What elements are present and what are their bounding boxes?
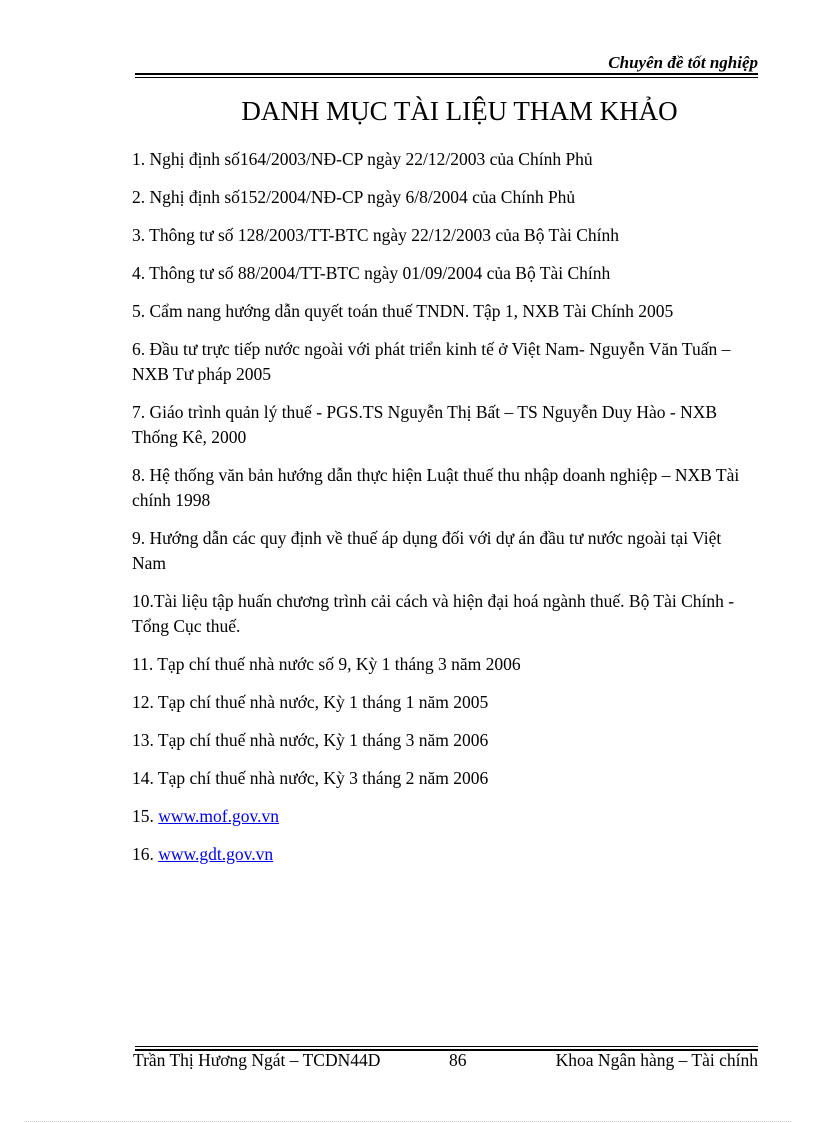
reference-item: 14. Tạp chí thuế nhà nước, Kỳ 3 tháng 2 năm 2006 bbox=[132, 768, 489, 788]
header-divider bbox=[135, 73, 758, 75]
reference-item: 9. Hướng dẫn các quy định về thuế áp dụng đối với dự án đầu tư nước ngoài tại Việt Nam bbox=[132, 528, 722, 573]
reference-item: 7. Giáo trình quản lý thuế - PGS.TS Nguyễn Thị Bất – TS Nguyễn Duy Hào - NXB Thống Kê, 2000 bbox=[132, 402, 718, 447]
page-number: 86 bbox=[449, 1050, 467, 1070]
reference-item-link bbox=[132, 804, 758, 829]
reference-item: 11. Tạp chí thuế nhà nước số 9, Kỳ 1 tháng 3 năm 2006 bbox=[132, 654, 521, 674]
reference-item: 5. Cẩm nang hướng dẫn quyết toán thuế TNDN. Tập 1, NXB Tài Chính 2005 bbox=[132, 301, 674, 321]
reference-item: 10.Tài liệu tập huấn chương trình cải cách và hiện đại hoá ngành thuế. Bộ Tài Chính - Tổng Cục thuế. bbox=[132, 591, 735, 636]
footer-department: Khoa Ngân hàng – Tài chính bbox=[555, 1050, 758, 1070]
reference-item: 6. Đầu tư trực tiếp nước ngoài với phát triển kinh tế ở Việt Nam- Nguyễn Văn Tuấn – NXB Tư pháp 2005 bbox=[132, 339, 731, 384]
reference-number: 15. bbox=[132, 806, 159, 826]
header-title: Chuyên đề tốt nghiệp bbox=[608, 53, 758, 72]
footer-divider-thin bbox=[135, 1046, 758, 1047]
document-title: DANH MỤC TÀI LIỆU THAM KHẢO bbox=[241, 96, 678, 126]
reference-item: 3. Thông tư số 128/2003/TT-BTC ngày 22/12/2003 của Bộ Tài Chính bbox=[132, 225, 620, 245]
reference-item: 1. Nghị định số164/2003/NĐ-CP ngày 22/12/2003 của Chính Phủ bbox=[132, 149, 593, 169]
header-divider-thin bbox=[135, 77, 758, 78]
page-footer bbox=[133, 1050, 758, 1072]
reference-list bbox=[132, 147, 758, 880]
reference-item: 2. Nghị định số152/2004/NĐ-CP ngày 6/8/2004 của Chính Phủ bbox=[132, 187, 576, 207]
reference-item: 12. Tạp chí thuế nhà nước, Kỳ 1 tháng 1 năm 2005 bbox=[132, 692, 489, 712]
page-bottom-border bbox=[25, 1121, 791, 1122]
reference-number: 16. bbox=[132, 844, 159, 864]
mof-website-link[interactable]: www.mof.gov.vn bbox=[158, 806, 279, 826]
reference-item: 13. Tạp chí thuế nhà nước, Kỳ 1 tháng 3 năm 2006 bbox=[132, 730, 489, 750]
reference-item: 8. Hệ thống văn bản hướng dẫn thực hiện Luật thuế thu nhập doanh nghiệp – NXB Tài chính 1998 bbox=[132, 465, 740, 510]
reference-item-link bbox=[132, 842, 758, 867]
reference-item: 4. Thông tư số 88/2004/TT-BTC ngày 01/09/2004 của Bộ Tài Chính bbox=[132, 263, 611, 283]
gdt-website-link[interactable]: www.gdt.gov.vn bbox=[158, 844, 274, 864]
footer-author: Trần Thị Hương Ngát – TCDN44D bbox=[133, 1050, 381, 1070]
